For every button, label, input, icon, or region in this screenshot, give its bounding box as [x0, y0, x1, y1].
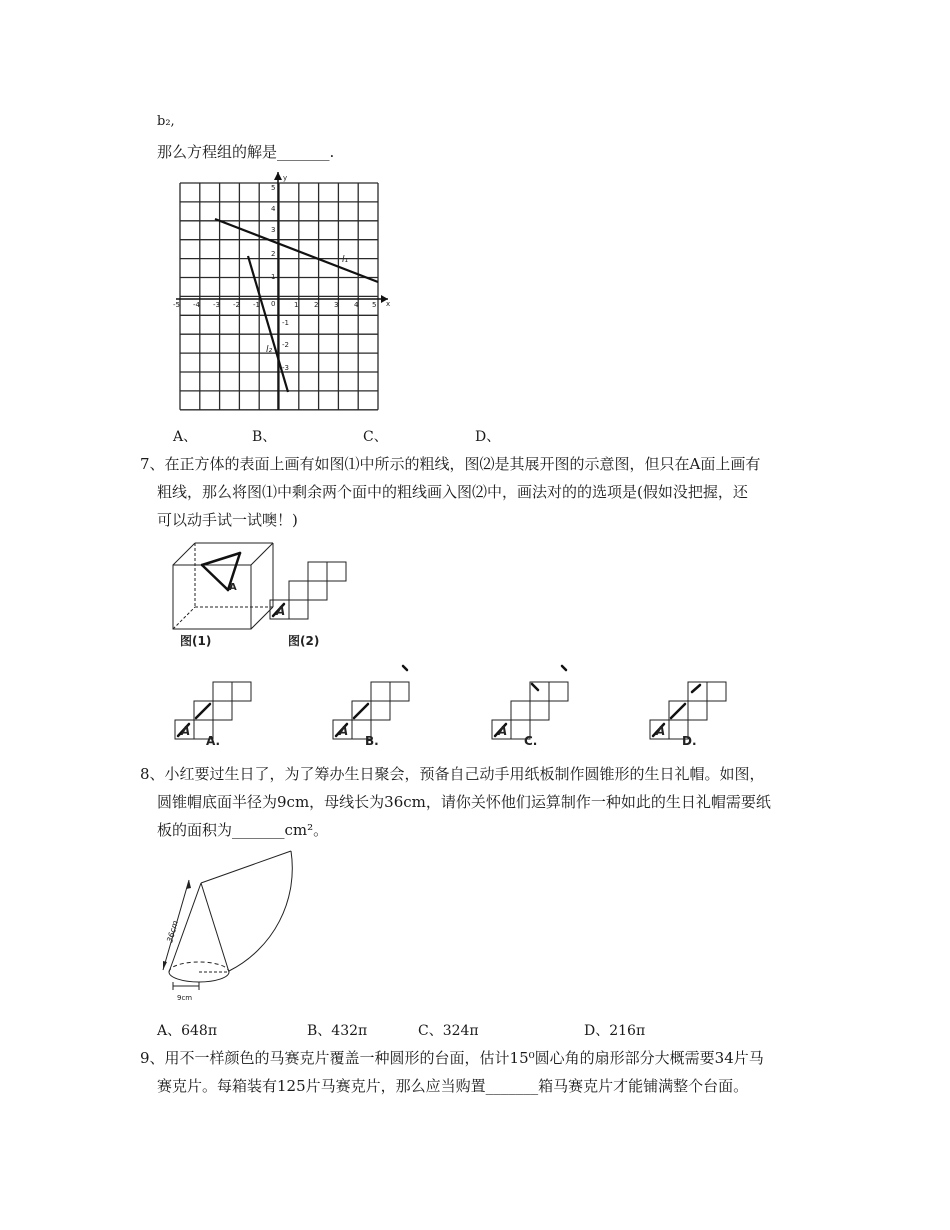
- q7-option-d-label[interactable]: D.: [682, 734, 697, 748]
- face-a-label: A: [276, 604, 286, 618]
- cube-face-label: A: [229, 582, 237, 593]
- y-tick-label: -3: [282, 364, 289, 372]
- fig1-caption: 图(1): [180, 634, 212, 648]
- x-tick-label: -5: [173, 301, 180, 309]
- x-tick-label: 4: [354, 301, 359, 309]
- q8-option-b[interactable]: B、432π: [307, 1023, 368, 1039]
- q8-option-d[interactable]: D、216π: [584, 1023, 646, 1039]
- x-axis-label: x: [386, 300, 391, 308]
- l2-label: l₂: [266, 345, 273, 355]
- face-a-label: A: [498, 724, 508, 738]
- x-tick-label: 2: [314, 301, 319, 309]
- x-tick-label: 5: [372, 301, 377, 309]
- y-tick-label: 4: [271, 205, 276, 213]
- q6-option-c[interactable]: C、: [363, 429, 388, 445]
- q9-text-line1: 9、用不一样颜色的马赛克片覆盖一种圆形的台面，估计15⁰圆心角的扇形部分大概需要34片马: [140, 1049, 764, 1067]
- q6-b2-text: b₂,: [157, 114, 175, 129]
- q7-option-c-label[interactable]: C.: [524, 734, 538, 748]
- q8-text-line3: 板的面积为_______cm²。: [157, 821, 329, 839]
- q7-text-line3: 可以动手试一试噢！): [157, 511, 298, 529]
- q8-option-c[interactable]: C、324π: [418, 1023, 479, 1039]
- y-tick-label: 2: [271, 250, 276, 258]
- q8-text-line1: 8、小红要过生日了，为了筹办生日聚会，预备自己动手用纸板制作圆锥形的生日礼帽。如图，: [140, 765, 765, 783]
- l1-label: l₁: [342, 255, 349, 265]
- y-tick-label: -2: [282, 341, 289, 349]
- face-a-label: A: [656, 724, 666, 738]
- x-tick-label: -1: [253, 301, 260, 309]
- slant-length-label: 36cm: [165, 919, 181, 944]
- q7-text-line2: 粗线，那么将图⑴中剩余两个面中的粗线画入图⑵中，画法对的的选项是(假如没把握，还: [157, 483, 748, 501]
- y-tick-label: 3: [271, 226, 276, 234]
- y-tick-label: 1: [271, 273, 276, 281]
- q6-answer-prompt: 那么方程组的解是_______.: [157, 143, 335, 161]
- q7-option-b-label[interactable]: B.: [365, 734, 379, 748]
- x-tick-label: -3: [213, 301, 220, 309]
- x-tick-label: 3: [334, 301, 339, 309]
- y-axis-label: y: [283, 174, 288, 182]
- q7-option-a-label[interactable]: A.: [206, 734, 221, 748]
- y-tick-label: 5: [271, 184, 276, 192]
- face-a-label: A: [181, 724, 191, 738]
- x-tick-label: -4: [193, 301, 200, 309]
- q8-option-a[interactable]: A、648π: [157, 1023, 218, 1039]
- origin-label: 0: [271, 300, 276, 308]
- q6-option-d[interactable]: D、: [475, 429, 501, 445]
- q7-text-line1: 7、在正方体的表面上画有如图⑴中所示的粗线，图⑵是其展开图的示意图，但只在A面上画有: [140, 455, 761, 473]
- q6-option-b[interactable]: B、: [252, 429, 277, 445]
- x-tick-label: -2: [233, 301, 240, 309]
- y-tick-label: -1: [282, 319, 289, 327]
- radius-label: 9cm: [177, 994, 193, 1002]
- fig2-caption: 图(2): [288, 634, 320, 648]
- q6-option-a[interactable]: A、: [173, 429, 198, 445]
- q8-text-line2: 圆锥帽底面半径为9cm，母线长为36cm，请你关怀他们运算制作一种如此的生日礼帽需要纸: [157, 793, 771, 811]
- face-a-label: A: [339, 724, 349, 738]
- q9-text-line2: 赛克片。每箱装有125片马赛克片，那么应当购置_______箱马赛克片才能铺满整个台面。: [157, 1077, 749, 1095]
- x-tick-label: 1: [294, 301, 299, 309]
